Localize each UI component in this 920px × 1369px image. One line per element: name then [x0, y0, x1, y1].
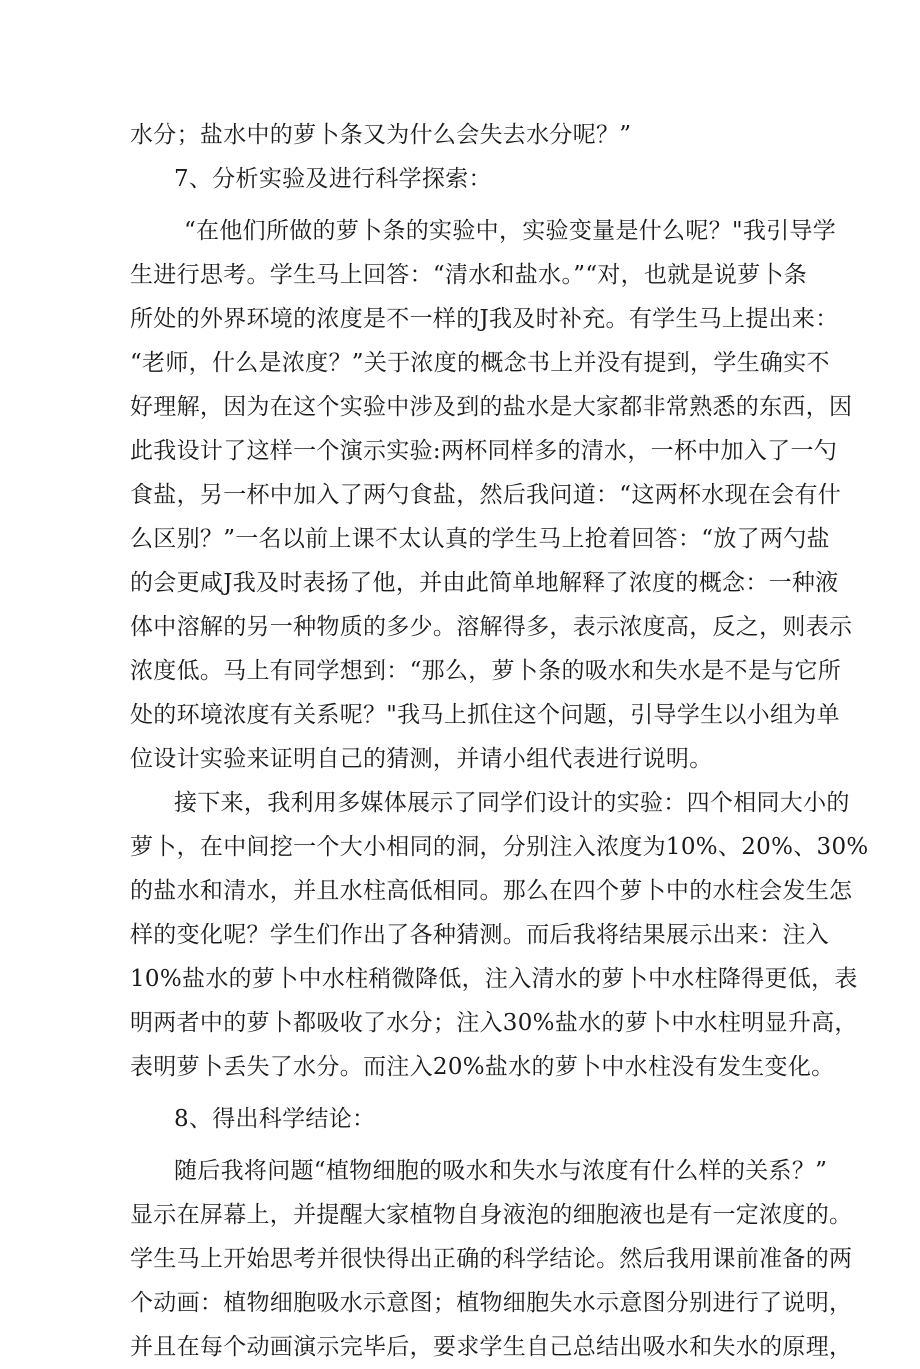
section-heading-7: 7、分析实验及进行科学探索： [174, 166, 492, 192]
text-line: 明两者中的萝卜都吸收了水分；注入30%盐水的萝卜中水柱明显升高， [130, 1010, 858, 1036]
text-line: 个动画：植物细胞吸水示意图；植物细胞失水示意图分别进行了说明， [130, 1290, 853, 1316]
text-line: “在他们所做的萝卜条的实验中，实验变量是什么呢？"我引导学 [184, 218, 837, 244]
section-heading-8: 8、得出科学结论： [174, 1106, 376, 1132]
text-line: 食盐，另一杯中加入了两勺食盐，然后我问道：“这两杯水现在会有什 [130, 482, 842, 508]
text-line: 萝卜，在中间挖一个大小相同的洞，分别注入浓度为10%、20%、30% [130, 834, 869, 860]
body-text [130, 113, 869, 1369]
text-line: 学生马上开始思考并很快得出正确的科学结论。然后我用课前准备的两 [130, 1246, 853, 1272]
text-line: 浓度低。马上有同学想到：“那么，萝卜条的吸水和失水是不是与它所 [130, 658, 842, 684]
text-line: 样的变化呢？学生们作出了各种猜测。而后我将结果展示出来：注入 [130, 922, 829, 948]
text-line: 接下来，我利用多媒体展示了同学们设计的实验：四个相同大小的 [174, 790, 850, 816]
text-line: “老师，什么是浓度？”关于浓度的概念书上并没有提到，学生确实不 [130, 350, 830, 376]
text-line: 水分；盐水中的萝卜条又为什么会失去水分呢？” [130, 122, 632, 148]
text-line: 生进行思考。学生马上回答：“清水和盐水。”“对，也就是说萝卜条 [130, 262, 808, 288]
text-line: 位设计实验来证明自己的猜测，并请小组代表进行说明。 [130, 746, 713, 772]
text-line: 的会更咸J我及时表扬了他，并由此简单地解释了浓度的概念：一种液 [130, 570, 839, 596]
text-line: 体中溶解的另一种物质的多少。溶解得多，表示浓度高，反之，则表示 [130, 614, 853, 640]
text-line: 并且在每个动画演示完毕后，要求学生自己总结出吸水和失水的原理， [130, 1334, 853, 1360]
text-line: 的盐水和清水，并且水柱高低相同。那么在四个萝卜中的水柱会发生怎 [130, 878, 853, 904]
text-line: 好理解，因为在这个实验中涉及到的盐水是大家都非常熟悉的东西，因 [130, 394, 853, 420]
text-line: 所处的外界环境的浓度是不一样的J我及时补充。有学生马上提出来： [130, 306, 839, 332]
text-line: 表明萝卜丢失了水分。而注入20%盐水的萝卜中水柱没有发生变化。 [130, 1054, 835, 1080]
text-line: 随后我将问题“植物细胞的吸水和失水与浓度有什么样的关系？” [174, 1158, 828, 1184]
text-line: 处的环境浓度有关系呢？"我马上抓住这个问题，引导学生以小组为单 [130, 702, 840, 728]
text-line: 10%盐水的萝卜中水柱稍微降低，注入清水的萝卜中水柱降得更低，表 [130, 966, 858, 992]
text-line: 显示在屏幕上，并提醒大家植物自身液泡的细胞液也是有一定浓度的。 [130, 1202, 853, 1228]
text-line: 么区别？”一名以前上课不太认真的学生马上抢着回答：“放了两勺盐 [130, 526, 830, 552]
text-line: 此我设计了这样一个演示实验:两杯同样多的清水，一杯中加入了一勺 [130, 438, 838, 464]
